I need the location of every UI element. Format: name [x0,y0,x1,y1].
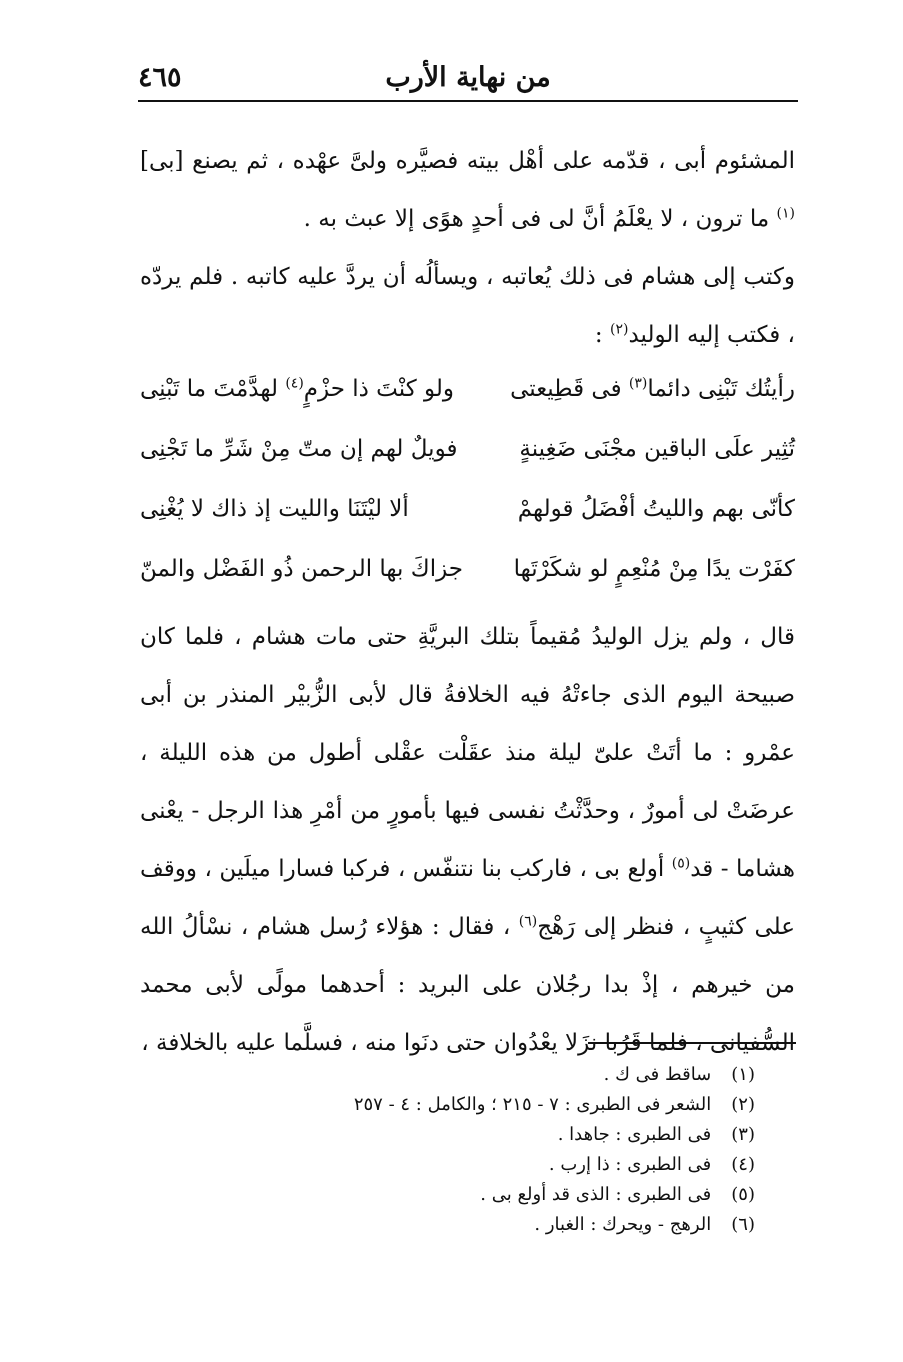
verse-2 [140,424,795,484]
footnote-ref-3: (٣) [628,375,648,392]
verse-4-second-hemistich: جزاكَ بها الرحمن ذُو الفَضْل والمنّ [140,556,463,582]
footnote-1 [155,1060,755,1090]
footnote-number: (٤) [731,1154,755,1175]
footnote-ref-1: (١) [776,205,795,222]
footnote-ref-5: (٥) [671,855,691,872]
running-header [138,60,798,104]
verse-2-first-hemistich: تُثِير علَى الباقين مجْنَى ضَغِينةٍ [519,436,795,462]
footnote-text: فى الطبرى : جاهدا . [557,1124,712,1145]
paragraph-3-part-1: قال ، ولم يزل الوليدُ مُقيماً بتلك البريَّةِ حتى مات هشام ، فلما كان صبيحة اليوم الذى جاءتْهُ فيه الخلافةُ قال لأبى الزُّبيْر المنذر بن أبى عمْرو : ما أتَتْ علىّ ليلة منذ عقَلْت عقْلى أطول من هذه الليلة ، عرضَتْ لى أمورٌ ، وحدَّثْتُ نفسى فيها بأمورٍ من أمْرِ هذا الرجل - يعْنى هشاما - قد [140,624,795,882]
footnote-text: فى الطبرى : ذا إرب . [548,1154,712,1175]
footnote-6 [155,1210,755,1240]
verse-4 [140,544,795,604]
verse-3-first-hemistich: كأنّى بهم والليتُ أفْضَلُ قولهمْ [517,496,795,522]
running-title: من نهاية الأرب [385,62,551,93]
footnote-text: ساقط فى ك . [603,1064,712,1085]
paragraph-2-text-2: : [594,322,610,348]
paragraph-1-text-2: ما ترون ، لا يعْلَمُ أنَّ لى فى أحدٍ هوًى إلا عبث به . [303,206,777,232]
verse-2-second-hemistich: فويلٌ لهم إن متّ مِنْ شَرِّ ما تَجْنِى [140,436,458,462]
verse-3 [140,484,795,544]
verse-1-a-text: رأيتُك تَبْنِى دائما [647,376,795,402]
poem [140,364,795,604]
paragraph-3-part-3: ، فقال : هؤلاء رُسل هشام ، نسْألُ الله من خيرهم ، إذْ بدا رجُلان على البريد : أحدهما مولًى لأبى محمد السُّفيانى ، فلما قَرُبا نزَلا يعْدُوان حتى دنَوا منه ، فسلَّما عليه بالخلافة ، [140,914,795,1056]
paragraph-2 [140,248,795,364]
paragraph-1 [140,132,795,248]
verse-1-second-hemistich [140,376,454,402]
footnote-ref-4: (٤) [285,375,304,392]
footnote-text: الرهج - ويحرك : الغبار . [534,1214,712,1235]
footnote-3 [155,1120,755,1150]
verse-1-a-text-2: فى قَطِيعتى [510,376,629,402]
verse-3-second-hemistich: ألا ليْتَنَا والليت إذ ذاك لا يُغْنِى [140,496,409,522]
footnote-2 [155,1090,755,1120]
footnote-ref-2: (٢) [609,321,629,338]
footnote-4 [155,1150,755,1180]
footnote-text: فى الطبرى : الذى قد أولع بى . [480,1184,712,1205]
verse-4-first-hemistich: كفَرْت يدًا مِنْ مُنْعِمٍ لو شكَرْتَها [513,556,795,582]
paragraph-3 [140,608,795,1072]
header-rule [138,100,798,102]
paragraph-2-text: وكتب إلى هشام فى ذلك يُعاتبه ، ويسألُه أن يردَّ عليه كاتبه . فلم يردّه ، فكتب إليه الوليد [140,264,795,348]
footnote-ref-6: (٦) [518,913,538,930]
verse-1 [140,364,795,424]
paragraph-3-part-2: أولع بى ، فاركب بنا نتنفّس ، فركبا فسارا ميلَين ، ووقف على كثيبٍ ، فنظر إلى رَهْج [140,856,796,940]
footnote-5 [155,1180,755,1210]
footnote-number: (٢) [731,1094,755,1115]
verse-1-b-text: ولو كنْتَ ذا حزْمٍ [303,376,454,402]
paragraph-1-text: المشئوم أبى ، قدّمه على أهْل بيته فصيَّره ولىَّ عهْده ، ثم يصنع [بى] [140,148,795,174]
footnote-number: (٣) [731,1124,755,1145]
footnote-number: (٦) [731,1214,755,1235]
verse-1-first-hemistich [510,376,795,402]
verse-1-b-text-2: لهدَّمْتَ ما تَبْنِى [140,376,286,402]
footnote-number: (١) [731,1064,755,1085]
footnote-number: (٥) [731,1184,755,1205]
footnote-rule [588,1042,796,1044]
page-number: ٤٦٥ [138,62,182,93]
footnotes [155,1060,755,1240]
footnote-text: الشعر فى الطبرى : ٧ - ٢١٥ ؛ والكامل : ٤ - ٢٥٧ [353,1094,712,1115]
